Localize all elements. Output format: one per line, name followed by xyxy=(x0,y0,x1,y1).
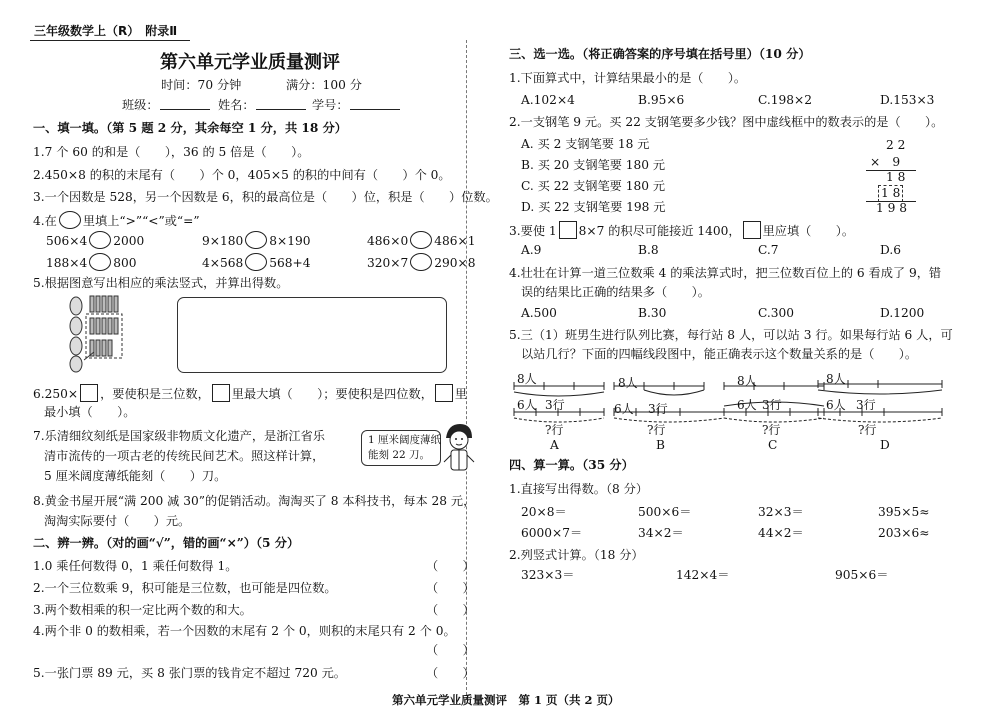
page-footer: 第六单元学业质量测评 第 1 页（共 2 页） xyxy=(392,693,620,707)
s3-q1-opt-a[interactable]: A.102×4 xyxy=(521,93,575,107)
s3-q4-opt-d[interactable]: D.1200 xyxy=(880,306,925,320)
answer-paren[interactable]: （ ） xyxy=(426,666,475,680)
vert-mul: × 9 xyxy=(870,155,901,169)
answer-paren[interactable]: （ ） xyxy=(426,603,475,617)
comp-5: 4×568 568+4 xyxy=(202,253,310,271)
book-label: 三年级数学上（R） 附录Ⅱ xyxy=(34,24,178,38)
s3-q2-opt-d[interactable]: D. 买 22 支钢笔要 198 元 xyxy=(521,200,666,214)
compare-circle[interactable] xyxy=(410,253,432,271)
time-label: 时间：70 分钟 xyxy=(161,78,242,92)
s1-q5: 5.根据图意写出相应的乘法竖式，并算出得数。 xyxy=(33,276,289,290)
blank-square[interactable] xyxy=(435,384,453,402)
s3-q3-opt-d[interactable]: D.6 xyxy=(880,243,901,257)
page-title: 第六单元学业质量测评 xyxy=(160,52,340,73)
calc-5: 6000×7＝ xyxy=(521,526,583,540)
calc-8: 203×6≈ xyxy=(878,526,930,540)
section1-heading: 一、填一填。（第 5 题 2 分，其余每空 1 分，共 18 分） xyxy=(33,121,347,135)
answer-paren[interactable]: （ ） xyxy=(426,581,475,595)
s3-q2-opt-b[interactable]: B. 买 20 支钢笔要 180 元 xyxy=(521,158,666,172)
s3-q5-line2: 以站几行？下面的四幅线段图中，能正确表示这个数量关系的是（ ）。 xyxy=(521,347,918,361)
class-line[interactable] xyxy=(160,109,210,110)
vcalc-1: 323×3＝ xyxy=(521,568,575,582)
s3-q4-line2: 误的结果比正确的结果多（ ）。 xyxy=(521,285,710,299)
column-divider xyxy=(466,40,467,700)
s2-item-1: 1.0 乘任何数得 0，1 乘任何数得 1。 xyxy=(33,559,238,573)
score-label: 满分：100 分 xyxy=(286,78,362,92)
s3-q2: 2.一支钢笔 9 元。买 22 支钢笔要多少钱？图中虚线框中的数表示的是（ ）。 xyxy=(509,115,944,129)
boy-illustration xyxy=(442,422,476,476)
s2-item-4: 4.两个非 0 的数相乘，若一个因数的末尾有 2 个 0，则积的末尾只有 2 个 0。 xyxy=(33,624,456,638)
s3-q2-opt-c[interactable]: C. 买 22 支钢笔要 180 元 xyxy=(521,179,666,193)
s3-q3-opt-c[interactable]: C.7 xyxy=(758,243,779,257)
header-rule xyxy=(30,40,190,41)
vert-r1: 1 8 xyxy=(886,170,906,184)
s3-q1: 1.下面算式中，计算结果最小的是（ ）。 xyxy=(509,71,747,85)
id-line[interactable] xyxy=(350,109,400,110)
diag-a-q: ?行 xyxy=(545,423,564,437)
calc-7: 44×2＝ xyxy=(758,526,804,540)
compare-circle[interactable] xyxy=(410,231,432,249)
diag-b-3: 3行 xyxy=(648,402,668,416)
diag-c-8: 8人 xyxy=(737,374,757,388)
s2-item-5: 5.一张门票 89 元，买 8 张门票的钱肯定不超过 720 元。 xyxy=(33,666,346,680)
s1-q4: 4.在 里填上“>”“<”或“=” xyxy=(33,211,200,229)
section3-heading: 三、选一选。（将正确答案的序号填在括号里）（10 分） xyxy=(509,47,811,61)
answer-box[interactable] xyxy=(177,297,447,373)
vert-res: 1 9 8 xyxy=(876,201,908,215)
compare-circle[interactable] xyxy=(245,253,267,271)
s1-q1: 1.7 个 60 的和是（ ），36 的 5 倍是（ ）。 xyxy=(33,145,310,159)
compare-circle[interactable] xyxy=(89,253,111,271)
diag-c-6: 6人 xyxy=(737,398,757,412)
s1-q7-line3: 5 厘米阔度薄纸能刻（ ）刀。 xyxy=(44,469,227,483)
blank-square[interactable] xyxy=(743,221,761,239)
vert-r2-dashed: 1 8 xyxy=(878,185,903,202)
s3-q5-line1: 5.三（1）班男生进行队列比赛，每行站 8 人，可以站 3 行。如果每行站 6 人，可 xyxy=(509,328,953,342)
vert-top: 2 2 xyxy=(886,138,906,152)
class-label: 班级： xyxy=(122,98,159,112)
calc-4: 395×5≈ xyxy=(878,505,930,519)
calc-2: 500×6＝ xyxy=(638,505,692,519)
diag-b-q: ?行 xyxy=(647,423,666,437)
answer-paren[interactable]: （ ） xyxy=(426,643,475,657)
diag-d-q: ?行 xyxy=(858,423,877,437)
vcalc-3: 905×6＝ xyxy=(835,568,889,582)
diag-label-b[interactable]: B xyxy=(656,438,665,452)
bundles-illustration xyxy=(66,294,126,374)
s1-q3: 3.一个因数是 528，另一个因数是 6，积的最高位是（ ）位，积是（ ）位数。 xyxy=(33,190,498,204)
id-label: 学号： xyxy=(312,98,349,112)
section4-heading: 四、算一算。（35 分） xyxy=(509,458,634,472)
section2-heading: 二、辨一辨。（对的画“√”，错的画“×”）（5 分） xyxy=(33,536,300,550)
s3-q4-opt-c[interactable]: C.300 xyxy=(758,306,795,320)
s3-q4-opt-a[interactable]: A.500 xyxy=(521,306,557,320)
comp-4: 188×4 800 xyxy=(46,253,137,271)
s3-q2-opt-a[interactable]: A. 买 2 支钢笔要 18 元 xyxy=(521,137,650,151)
answer-paren[interactable]: （ ） xyxy=(426,559,475,573)
diag-b-6: 6人 xyxy=(614,402,634,416)
s1-q7-line2: 清市流传的一项古老的传统民间艺术。照这样计算， xyxy=(44,449,325,463)
diag-c-3: 3行 xyxy=(762,398,782,412)
s4-q1: 1.直接写出得数。（8 分） xyxy=(509,482,649,496)
s4-q2: 2.列竖式计算。（18 分） xyxy=(509,548,644,562)
diag-d-3: 3行 xyxy=(856,398,876,412)
calc-1: 20×8＝ xyxy=(521,505,567,519)
s1-q6: 6.250× ，要使积是三位数， 里最大填（ ）；要使积是四位数， 里 xyxy=(33,384,467,402)
comp-1: 506×4 2000 xyxy=(46,231,144,249)
comp-2: 9×180 8×190 xyxy=(202,231,310,249)
diag-label-d[interactable]: D xyxy=(880,438,890,452)
s3-q1-opt-d[interactable]: D.153×3 xyxy=(880,93,935,107)
diag-a-3: 3行 xyxy=(545,398,565,412)
calc-6: 34×2＝ xyxy=(638,526,684,540)
compare-circle[interactable] xyxy=(245,231,267,249)
s1-q8-line2: 淘淘实际要付（ ）元。 xyxy=(44,514,191,528)
s1-q7-line1: 7.乐清细纹刻纸是国家级非物质文化遗产，是浙江省乐 xyxy=(33,429,325,443)
blank-square[interactable] xyxy=(212,384,230,402)
blank-square[interactable] xyxy=(559,221,577,239)
compare-circle[interactable] xyxy=(89,231,111,249)
diag-a-6: 6人 xyxy=(517,398,537,412)
s2-item-3: 3.两个数相乘的积一定比两个数的和大。 xyxy=(33,603,252,617)
s3-q3-opt-a[interactable]: A.9 xyxy=(521,243,542,257)
s3-q1-opt-c[interactable]: C.198×2 xyxy=(758,93,812,107)
s1-q8-line1: 8.黄金书屋开展“满 200 减 30”的促销活动。淘淘买了 8 本科技书，每本 28 元， xyxy=(33,494,476,508)
name-label: 姓名： xyxy=(218,98,255,112)
circle-symbol-icon xyxy=(59,211,81,229)
calc-3: 32×3＝ xyxy=(758,505,804,519)
diag-d-6: 6人 xyxy=(826,398,846,412)
name-line[interactable] xyxy=(256,109,306,110)
diag-d-8: 8人 xyxy=(826,372,846,386)
speech-bubble: 1 厘米阔度薄纸 能刻 22 刀。 xyxy=(361,430,441,466)
s3-q1-opt-b[interactable]: B.95×6 xyxy=(638,93,685,107)
blank-square[interactable] xyxy=(80,384,98,402)
s3-q4-line1: 4.壮壮在计算一道三位数乘 4 的乘法算式时，把三位数百位上的 6 看成了 9，错 xyxy=(509,266,942,280)
s3-q3-opt-b[interactable]: B.8 xyxy=(638,243,659,257)
s3-q4-opt-b[interactable]: B.30 xyxy=(638,306,667,320)
diag-label-c[interactable]: C xyxy=(768,438,778,452)
s2-item-2: 2.一个三位数乘 9，积可能是三位数，也可能是四位数。 xyxy=(33,581,337,595)
diag-b-8: 8人 xyxy=(618,376,638,390)
diag-label-a[interactable]: A xyxy=(550,438,559,452)
s1-q2: 2.450×8 的积的末尾有（ ）个 0，405×5 的积的中间有（ ）个 0。 xyxy=(33,168,451,182)
diag-a-8: 8人 xyxy=(517,372,537,386)
s1-q6-cont: 最小填（ ）。 xyxy=(44,405,136,419)
comp-6: 320×7 290×8 xyxy=(367,253,475,271)
s3-q3: 3.要使 1 8×7 的积尽可能接近 1400， 里应填（ ）。 xyxy=(509,221,854,239)
segment-diagrams xyxy=(508,370,948,432)
comp-3: 486×0 486×1 xyxy=(367,231,475,249)
diag-c-q: ?行 xyxy=(762,423,781,437)
vcalc-2: 142×4＝ xyxy=(676,568,730,582)
